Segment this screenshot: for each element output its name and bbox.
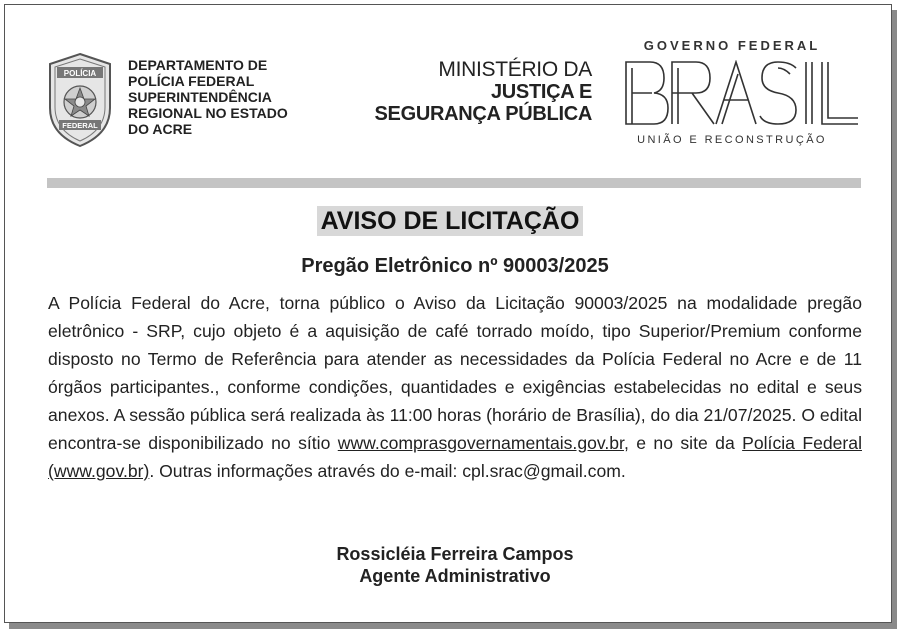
notice-body [48,289,862,485]
notice-title: AVISO DE LICITAÇÃO [317,206,584,236]
ministry-line: JUSTIÇA E [490,81,592,103]
department-line: REGIONAL NO ESTADO [128,105,288,121]
gov-top-text: GOVERNO FEDERAL [643,38,821,53]
header-divider [47,178,861,188]
department-line: POLÍCIA FEDERAL [128,73,255,89]
signature-block [0,543,900,587]
department-name [128,57,328,137]
department-line: DEPARTAMENTO DE [128,57,268,73]
department-line: DO ACRE [128,121,193,137]
compras-link[interactable]: www.comprasgovernamentais.gov.br [337,433,624,453]
badge-top-text: POLÍCIA [63,69,97,78]
body-text-part: . Outras informações através do e-mail: cpl.srac@gmail.com. [149,461,626,481]
policia-federal-link[interactable]: Polícia Federal (www.gov.br) [48,433,862,481]
body-text-part: A Polícia Federal do Acre, torna público o Aviso da Licitação 90003/2025 na modalidade pregão eletrônico - SRP, cujo objeto é a aquisição de café torrado moído, tipo Superior/Premium conforme disposto no Termo de Referência para atender as necessidades da Polícia Federal no Acre e de 11 órgãos participantes., conforme condições, quantidades e exigências estabelecidas no edital e seus anexos. A sessão pública será realizada às 11:00 horas (horário de Brasília), do dia 21/07/2025. O edital encontra-se disponibilizado no sítio [48,293,862,453]
ministry-line: MINISTÉRIO DA [438,58,592,81]
signature-name: Rossicléia Ferreira Campos [336,544,574,564]
ministry-line: SEGURANÇA PÚBLICA [374,103,592,125]
brasil-logo-icon [624,60,860,126]
badge-bottom-text: FEDERAL [62,121,98,130]
policia-federal-badge-icon [44,52,116,148]
notice-subtitle: Pregão Eletrônico nº 90003/2025 [301,255,609,277]
signature-role: Agente Administrativo [359,566,551,586]
ministry-logo [330,58,592,125]
gov-bottom-text: UNIÃO E RECONSTRUÇÃO [637,134,827,146]
title-wrap [0,206,900,236]
department-line: SUPERINTENDÊNCIA [128,89,272,105]
body-text-part: , e no site da [623,433,743,453]
